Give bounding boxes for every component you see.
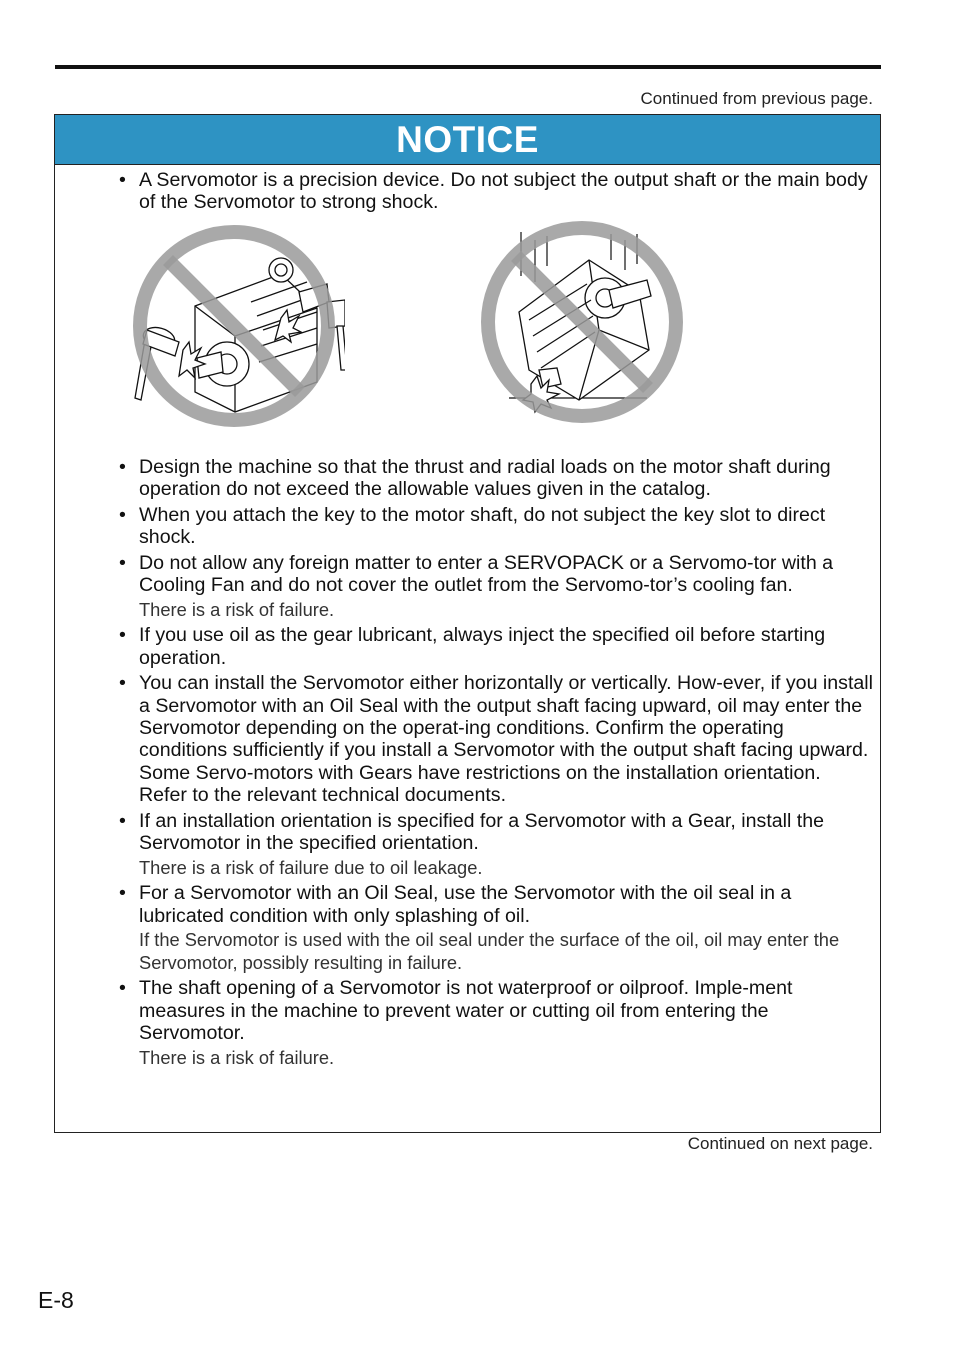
list-item xyxy=(119,810,874,855)
bullet: • xyxy=(119,455,126,478)
item-note: There is a risk of failure due to oil leakage. xyxy=(139,856,483,878)
continued-from-label: Continued from previous page. xyxy=(640,89,873,108)
item-text: Do not allow any foreign matter to enter a SERVOPACK or a Servomo-tor with a Cooling Fan and do not cover the outlet from the Servomo-tor’s cooling fan. xyxy=(139,551,834,597)
bullet: • xyxy=(119,882,126,905)
item-text: If an installation orientation is specified for a Servomotor with a Gear, install the Servomotor in the specified orientation. xyxy=(139,809,825,855)
illustrations xyxy=(119,218,874,446)
bullet: • xyxy=(119,503,126,526)
list-item xyxy=(119,977,874,1044)
list-item xyxy=(119,456,874,501)
item-text: You can install the Servomotor either horizontally or vertically. How-ever, if you install a Servomotor with an Oil Seal with the output shaft facing upward, oil may enter the Servomotor depending on the operat-ing conditions. Confirm the operating conditions sufficiently if you install a Servomotor with the output shaft facing upward. Some Servo-motors with Gears have restrictions on the installation orientation. Refer to the relevant technical documents. xyxy=(139,672,874,806)
list-item xyxy=(119,552,874,597)
continued-on-label: Continued on next page. xyxy=(687,1134,873,1153)
list-item xyxy=(119,672,874,806)
item-text: The shaft opening of a Servomotor is not waterproof or oilproof. Imple-ment measures in the machine to prevent water or cutting oil from entering the Servomotor. xyxy=(139,977,793,1045)
bullet: • xyxy=(119,977,126,1000)
item-text: A Servomotor is a precision device. Do not subject the output shaft or the main body of the Servomotor to strong shock. xyxy=(139,169,868,214)
item-text: When you attach the key to the motor shaft, do not subject the key slot to direct shock. xyxy=(139,503,826,548)
bullet: • xyxy=(119,624,126,647)
list-item xyxy=(119,504,874,549)
notice-header xyxy=(55,115,880,165)
item-text: If you use oil as the gear lubricant, always inject the specified oil before starting operation. xyxy=(139,624,826,669)
notice-box xyxy=(54,114,881,1133)
item-note: There is a risk of failure. xyxy=(139,1046,335,1068)
bullet: • xyxy=(119,809,126,832)
page-number: E-8 xyxy=(38,1287,74,1313)
prohibited-drop-shock-icon xyxy=(479,220,693,432)
item-note: If the Servomotor is used with the oil seal under the surface of the oil, oil may enter the Servomotor, possibly resulting in failure. xyxy=(139,929,840,973)
bullet: • xyxy=(119,551,126,574)
item-note: There is a risk of failure. xyxy=(139,598,335,620)
list-item xyxy=(119,169,874,214)
list-item xyxy=(119,882,874,927)
top-rule xyxy=(55,65,881,69)
notice-title: NOTICE xyxy=(396,118,539,160)
item-text: Design the machine so that the thrust and radial loads on the motor shaft during operation do not exceed the allowable values given in the catalog. xyxy=(139,455,831,500)
bullet: • xyxy=(119,672,126,695)
item-text: For a Servomotor with an Oil Seal, use the Servomotor with the oil seal in a lubricated condition with only splashing of oil. xyxy=(139,882,792,927)
notice-content xyxy=(55,165,880,1069)
prohibited-hammer-shock-icon xyxy=(131,222,345,434)
bullet: • xyxy=(119,169,126,191)
list-item xyxy=(119,624,874,669)
